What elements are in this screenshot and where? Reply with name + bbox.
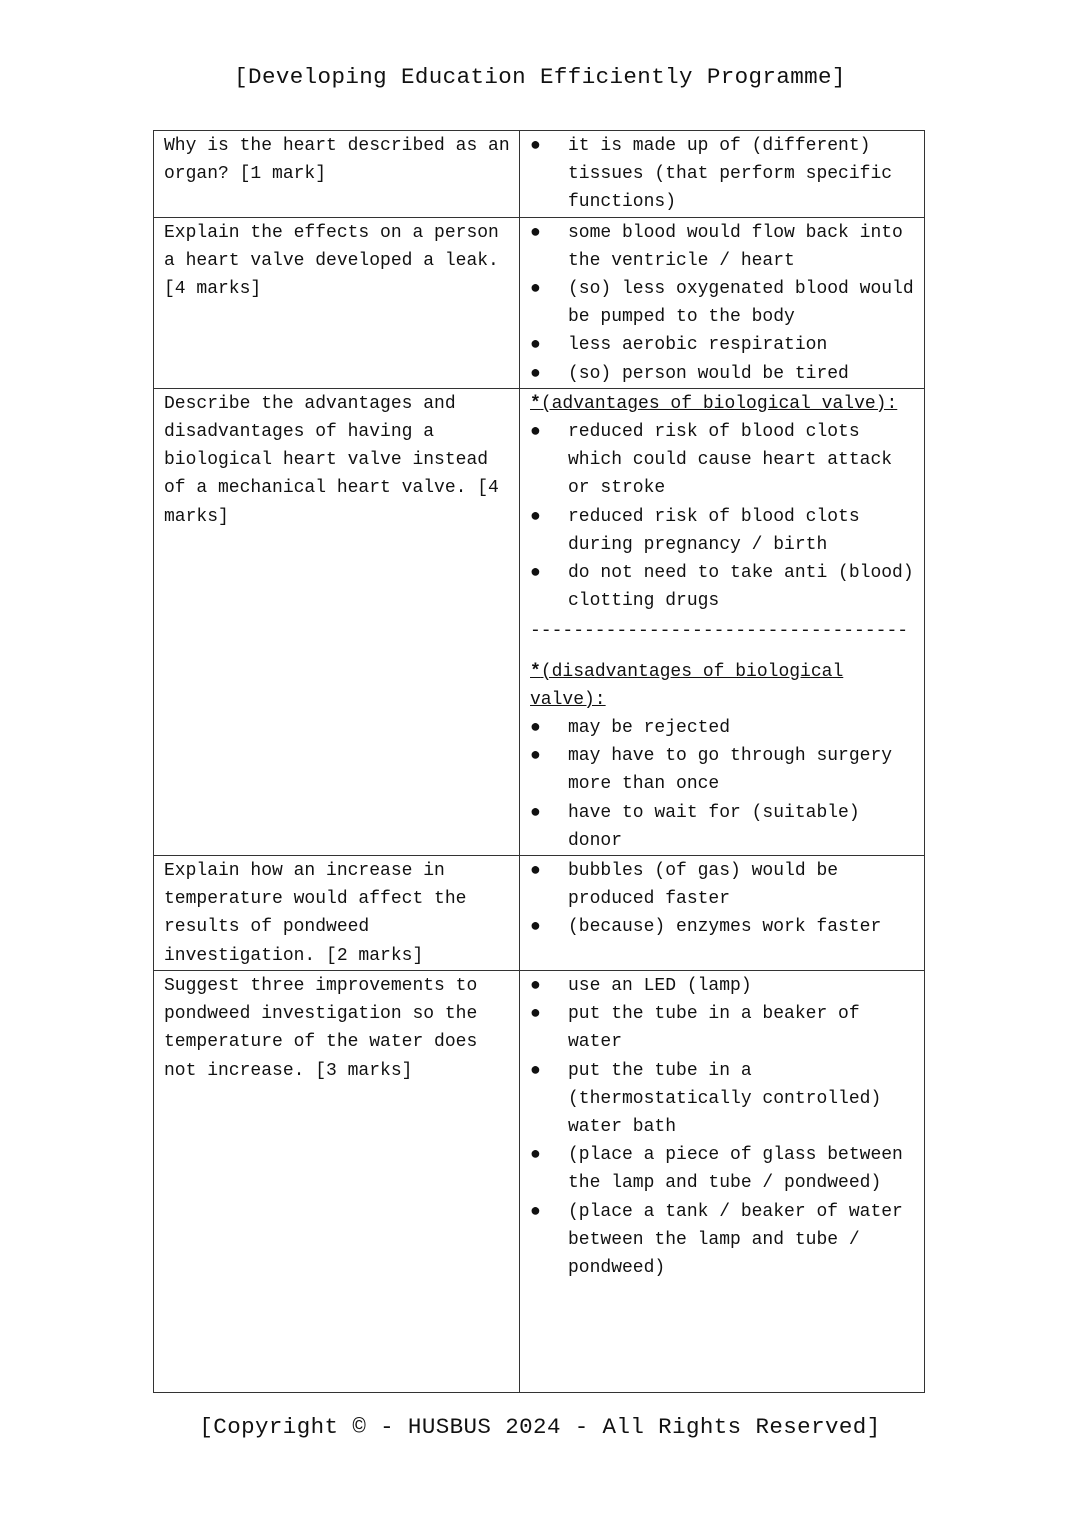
bullet-text: bubbles (of gas) would be produced faster — [568, 861, 839, 910]
bullet-icon: ● — [530, 1004, 541, 1025]
asterisk-icon: * — [530, 393, 541, 414]
question-cell: Suggest three improvements to pondweed investigation so the temperature of the water does not increase. [3 marks] — [154, 970, 520, 1392]
bullet-text: reduced risk of blood clots during pregnancy / birth — [568, 506, 860, 555]
bullet-icon: ● — [530, 335, 541, 356]
bullet-text: may have to go through surgery more than once — [568, 746, 893, 795]
bullet-text: put the tube in a (thermostatically controlled) water bath — [568, 1060, 882, 1137]
table-row — [154, 856, 925, 971]
bullet-icon: ● — [530, 1145, 541, 1166]
page-footer: [Copyright © - HUSBUS 2024 - All Rights Reserved] — [199, 1414, 881, 1440]
answer-bullet — [530, 331, 916, 359]
answer-bullet — [530, 275, 916, 331]
answer-bullet — [530, 1000, 916, 1056]
bullet-icon: ● — [530, 422, 541, 443]
bullet-text: put the tube in a beaker of water — [568, 1004, 860, 1053]
answer-bullet — [530, 1057, 916, 1142]
bullet-icon: ● — [530, 975, 541, 996]
subheading-text: (advantages of biological valve): — [540, 393, 898, 414]
answer-bullet — [530, 857, 916, 913]
bullet-text: it is made up of (different) tissues (that perform specific functions) — [568, 136, 893, 213]
bullet-icon: ● — [530, 917, 541, 938]
bullet-icon: ● — [530, 802, 541, 823]
bullet-text: some blood would flow back into the ventricle / heart — [568, 222, 903, 271]
answer-bullet — [530, 418, 916, 503]
bullet-text: use an LED (lamp) — [568, 975, 752, 996]
bullet-icon: ● — [530, 563, 541, 584]
table-row — [154, 131, 925, 218]
question-cell: Explain how an increase in temperature would affect the results of pondweed investigation. [2 marks] — [154, 856, 520, 971]
bullet-icon: ● — [530, 279, 541, 300]
answer-cell — [520, 131, 925, 218]
bullet-text: (so) person would be tired — [568, 363, 849, 384]
answer-bullet — [530, 219, 916, 275]
bullet-icon: ● — [530, 1060, 541, 1081]
bullet-icon: ● — [530, 363, 541, 384]
question-cell: Describe the advantages and disadvantages of having a biological heart valve instead of a mechanical heart valve. [4 marks] — [154, 388, 520, 855]
bullet-icon: ● — [530, 136, 541, 156]
asterisk-icon: * — [530, 661, 541, 682]
answer-bullet — [530, 132, 916, 217]
answer-subheading — [530, 658, 916, 714]
answer-bullet — [530, 1141, 916, 1197]
bullet-icon: ● — [530, 1201, 541, 1222]
subheading-text: (disadvantages of biological valve): — [530, 661, 844, 710]
bullet-text: may be rejected — [568, 718, 731, 739]
bullet-text: (place a piece of glass between the lamp and tube / pondweed) — [568, 1145, 903, 1194]
answer-bullet — [530, 360, 916, 388]
divider: ----------------------------------- — [530, 621, 909, 642]
bullet-text: reduced risk of blood clots which could cause heart attack or stroke — [568, 422, 893, 499]
bullet-text: (because) enzymes work faster — [568, 917, 882, 938]
bullet-text: (so) less oxygenated blood would be pumped to the body — [568, 279, 914, 328]
bullet-icon: ● — [530, 718, 541, 739]
bullet-text: have to wait for (suitable) donor — [568, 802, 860, 851]
table-row — [154, 217, 925, 388]
answer-bullet — [530, 913, 916, 941]
bullet-icon: ● — [530, 222, 541, 243]
answer-cell — [520, 217, 925, 388]
bullet-icon: ● — [530, 746, 541, 767]
bullet-text: do not need to take anti (blood) clotting drugs — [568, 563, 914, 612]
question-cell: Why is the heart described as an organ? [1 mark] — [154, 131, 520, 218]
answer-bullet — [530, 799, 916, 855]
table-row — [154, 388, 925, 855]
answer-bullet — [530, 1198, 916, 1283]
answer-bullet — [530, 714, 916, 742]
answer-subheading — [530, 390, 916, 418]
answer-bullet — [530, 559, 916, 615]
answer-bullet — [530, 503, 916, 559]
bullet-text: less aerobic respiration — [568, 335, 828, 356]
answer-cell — [520, 970, 925, 1392]
mark-scheme-table — [153, 130, 925, 1393]
table-row — [154, 970, 925, 1392]
answer-bullet — [530, 742, 916, 798]
page-header: [Developing Education Efficiently Programme] — [234, 64, 846, 90]
bullet-icon: ● — [530, 861, 541, 882]
answer-cell — [520, 388, 925, 855]
answer-cell — [520, 856, 925, 971]
answer-bullet — [530, 972, 916, 1000]
question-cell: Explain the effects on a person a heart valve developed a leak. [4 marks] — [154, 217, 520, 388]
bullet-text: (place a tank / beaker of water between the lamp and tube / pondweed) — [568, 1201, 903, 1278]
bullet-icon: ● — [530, 506, 541, 527]
